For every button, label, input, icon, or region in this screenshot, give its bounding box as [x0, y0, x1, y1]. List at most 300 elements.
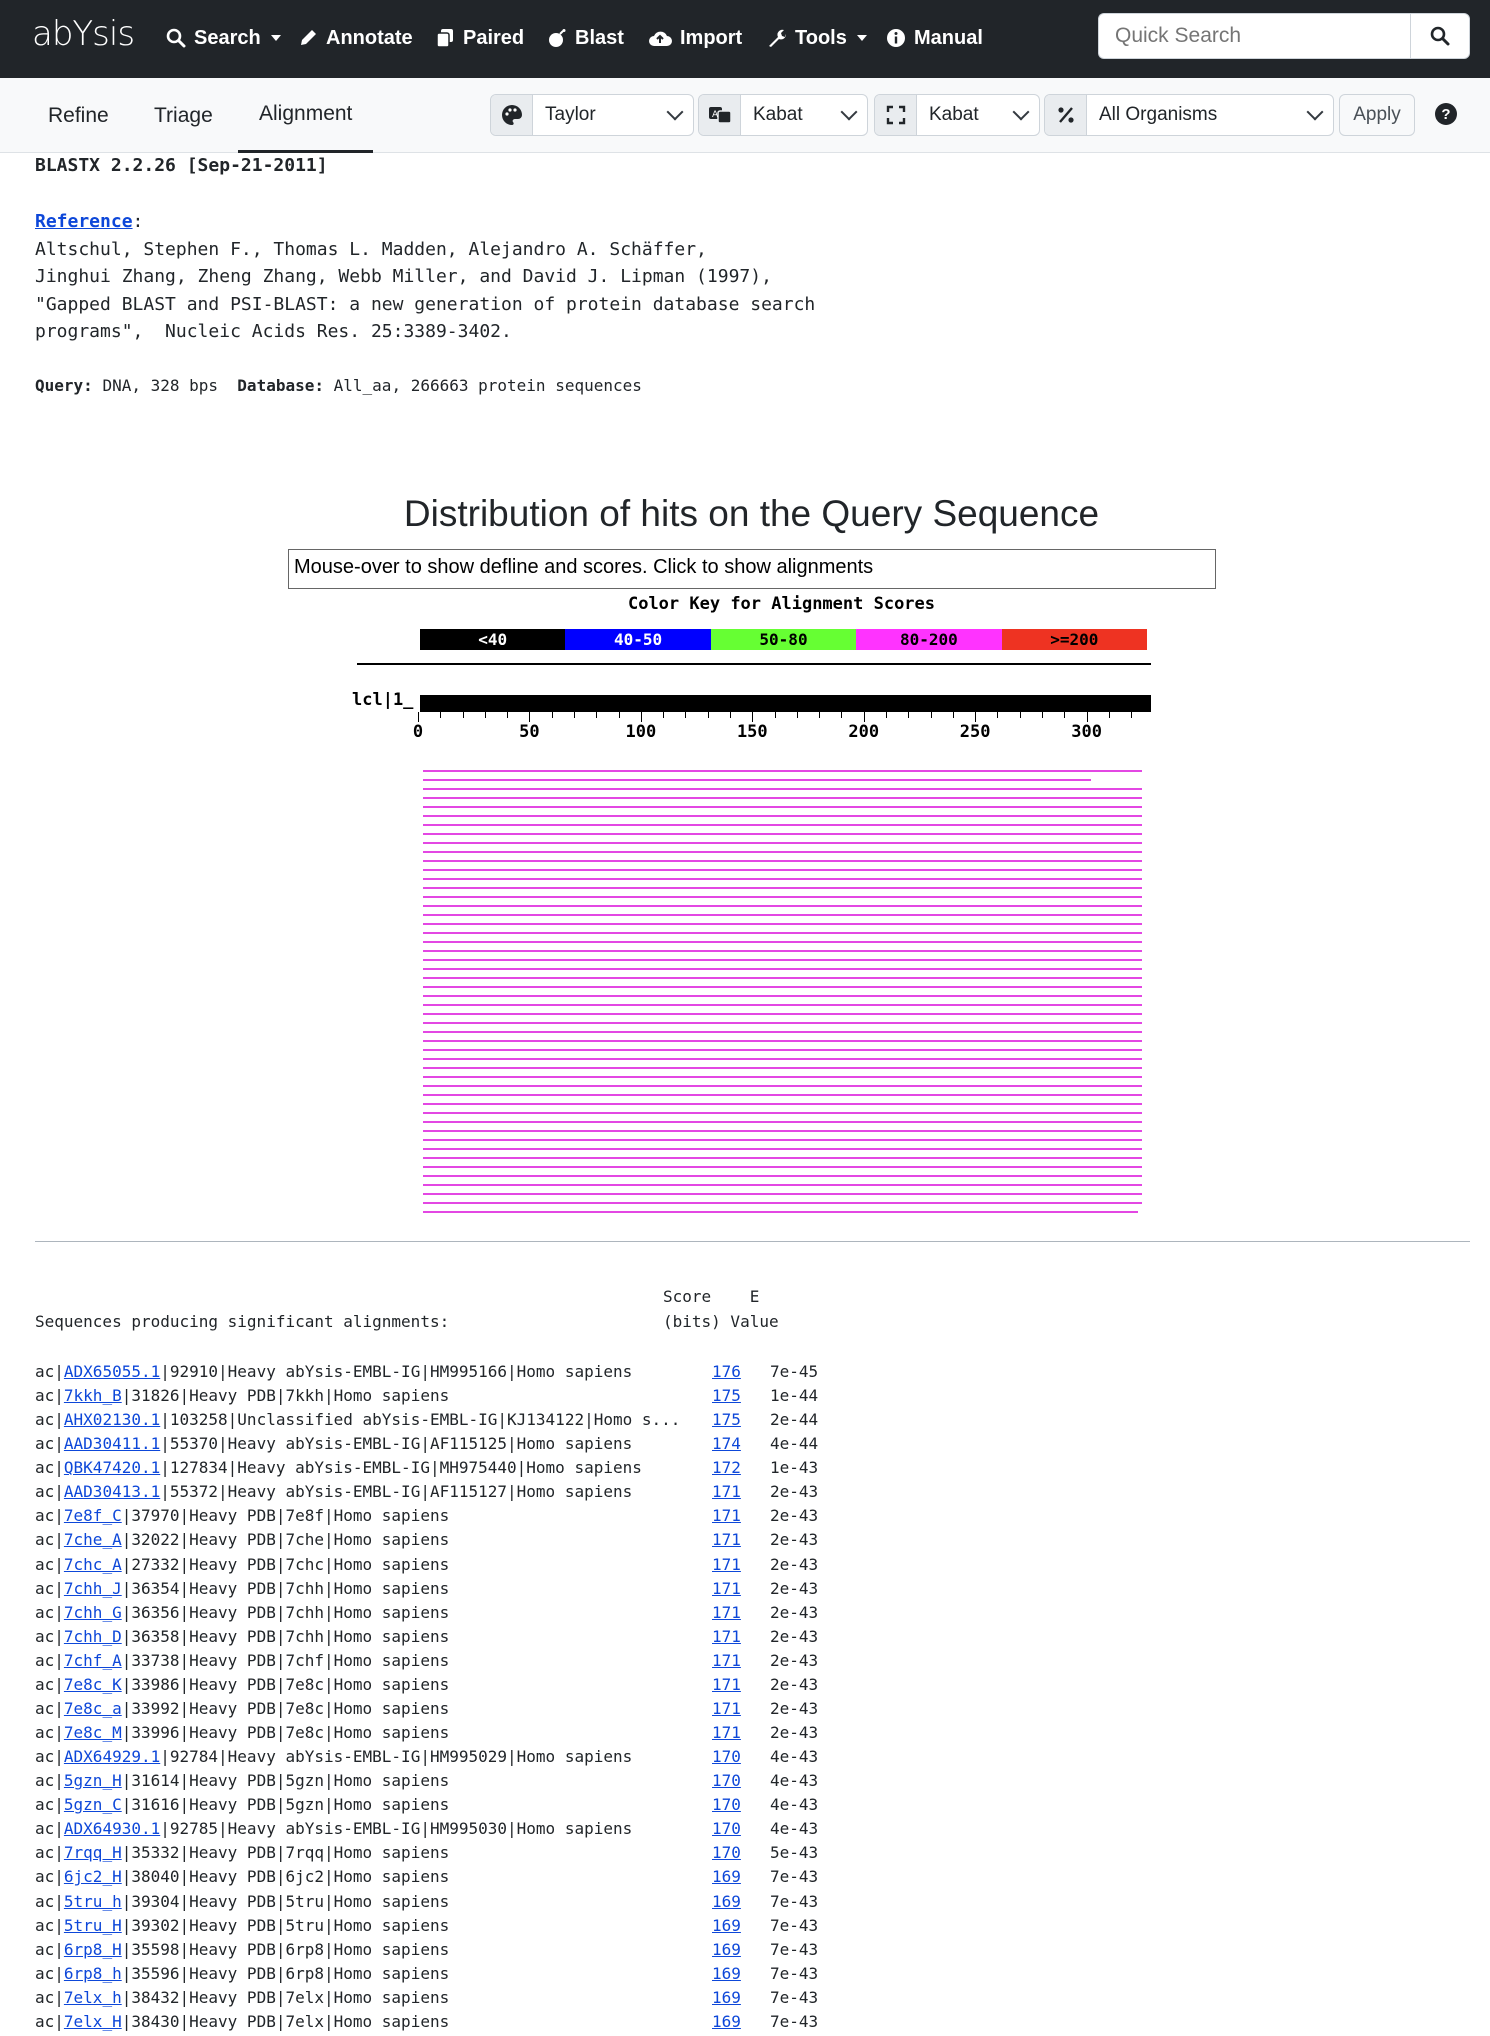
quick-search-group — [1098, 13, 1470, 59]
score-link[interactable]: 171 — [712, 1723, 741, 1743]
evalue: 2e-43 — [770, 1506, 819, 1526]
bomb-icon — [547, 28, 567, 48]
accession-link[interactable]: 7e8f_C — [63, 1506, 122, 1526]
evalue: 2e-43 — [770, 1626, 819, 1646]
hit-line[interactable] — [423, 887, 1142, 889]
svg-text:A: A — [711, 110, 718, 120]
ruler-tick — [1087, 712, 1088, 722]
accession-link[interactable]: 7rqq_H — [63, 1843, 122, 1863]
hit-line[interactable] — [423, 995, 1142, 997]
divider — [35, 1241, 1470, 1242]
accession-link[interactable]: 7che_A — [63, 1530, 122, 1550]
database-value: All_aa, 266663 protein sequences — [333, 376, 642, 395]
ruler-tick-label: 50 — [519, 722, 540, 742]
nav-paired[interactable] — [435, 22, 524, 54]
ruler-tick — [953, 712, 954, 718]
hit-description: |37970|Heavy PDB|7e8f|Homo sapiens — [121, 1506, 450, 1526]
color-key-cell: 80-200 — [856, 629, 1001, 650]
ruler-tick — [485, 712, 486, 718]
hit-line[interactable] — [423, 1040, 1142, 1042]
accession-link[interactable]: ADX65055.1 — [63, 1362, 161, 1381]
score-link[interactable]: 169 — [712, 1915, 741, 1935]
color-scheme-select[interactable] — [490, 94, 694, 136]
wrench-icon — [767, 28, 787, 48]
hit-line[interactable] — [423, 977, 1142, 979]
row-prefix: ac| — [35, 1674, 64, 1694]
accession-link[interactable]: 7chh_D — [63, 1626, 122, 1646]
chevron-down-icon — [841, 104, 858, 121]
ruler-tick — [730, 712, 731, 718]
search-icon — [1430, 26, 1450, 46]
alignment-toolbar — [0, 78, 1490, 153]
hit-description: |103258|Unclassified abYsis-EMBL-IG|KJ134122|Homo s... — [160, 1410, 681, 1430]
hit-line[interactable] — [423, 1166, 1142, 1168]
score-link[interactable]: 171 — [712, 1578, 741, 1598]
alignment-row — [35, 1793, 819, 1817]
hit-description: |31614|Heavy PDB|5gzn|Homo sapiens — [121, 1771, 450, 1791]
cloud-upload-icon — [648, 28, 672, 48]
row-prefix: ac| — [35, 1939, 64, 1959]
hit-line[interactable] — [423, 824, 1142, 826]
ruler-tick-label: 250 — [959, 722, 991, 742]
hit-line[interactable] — [423, 869, 1142, 871]
score-link[interactable]: 171 — [712, 1530, 741, 1550]
hit-line[interactable] — [423, 923, 1142, 925]
score-link[interactable]: 170 — [712, 1771, 741, 1791]
row-prefix: ac| — [35, 1819, 64, 1839]
evalue: 2e-43 — [770, 1723, 819, 1743]
hit-line[interactable] — [423, 1085, 1142, 1087]
row-prefix: ac| — [35, 1410, 64, 1430]
ruler-tick — [1020, 712, 1021, 718]
alignment-row — [35, 1649, 819, 1673]
alignment-row — [35, 1769, 819, 1793]
ruler-tick — [775, 712, 776, 718]
evalue: 7e-43 — [770, 1891, 819, 1911]
score-header: Score E — [663, 1287, 760, 1306]
hit-description: |33996|Heavy PDB|7e8c|Homo sapiens — [121, 1723, 450, 1743]
score-link[interactable]: 172 — [712, 1458, 741, 1478]
score-link[interactable]: 171 — [712, 1554, 741, 1574]
evalue: 4e-43 — [770, 1747, 819, 1767]
accession-link[interactable]: AHX02130.1 — [63, 1410, 161, 1430]
accession-link[interactable]: 7e8c_K — [63, 1674, 122, 1694]
evalue: 2e-43 — [770, 1674, 819, 1694]
color-key-cell: 50-80 — [711, 629, 856, 650]
hit-description: |32022|Heavy PDB|7che|Homo sapiens — [121, 1530, 450, 1550]
hit-line[interactable] — [423, 1058, 1142, 1060]
percent-icon — [1045, 95, 1087, 135]
ruler-tick-label: 200 — [848, 722, 880, 742]
hit-description: |92785|Heavy abYsis-EMBL-IG|HM995030|Homo sapiens — [160, 1819, 633, 1839]
score-link[interactable]: 170 — [712, 1843, 741, 1863]
ruler-tick — [1042, 712, 1043, 718]
hit-line[interactable] — [423, 1148, 1142, 1150]
separator-line — [357, 663, 1151, 665]
hit-description: |33986|Heavy PDB|7e8c|Homo sapiens — [121, 1674, 450, 1694]
alignment-row — [35, 1962, 819, 1986]
score-link[interactable]: 170 — [712, 1819, 741, 1839]
ruler-tick — [931, 712, 932, 718]
ruler-tick — [1109, 712, 1110, 718]
accession-link[interactable]: ADX64930.1 — [63, 1819, 161, 1839]
accession-link[interactable]: 5gzn_C — [63, 1795, 122, 1815]
alignment-row — [35, 1890, 819, 1914]
hit-line[interactable] — [423, 788, 1142, 790]
accession-link[interactable]: 5tru_h — [63, 1891, 122, 1911]
hit-description: |55370|Heavy abYsis-EMBL-IG|AF115125|Homo sapiens — [160, 1434, 633, 1454]
organism-value: All Organisms — [1099, 104, 1218, 125]
defline-display: Mouse-over to show defline and scores. Click to show alignments — [288, 549, 1216, 589]
accession-link[interactable]: 6rp8_h — [63, 1963, 122, 1983]
evalue: 7e-43 — [770, 2011, 819, 2031]
hit-line[interactable] — [423, 1103, 1142, 1105]
hit-line[interactable] — [423, 1031, 1142, 1033]
reference-heading: Reference: — [35, 211, 144, 232]
row-prefix: ac| — [35, 1626, 64, 1646]
ruler-tick — [574, 712, 575, 718]
chevron-down-icon — [667, 104, 684, 121]
language-icon — [699, 95, 741, 135]
alignment-row — [35, 1504, 819, 1528]
hit-line[interactable] — [423, 1157, 1142, 1159]
info-circle-icon — [886, 28, 906, 48]
hit-description: |27332|Heavy PDB|7chc|Homo sapiens — [121, 1554, 450, 1574]
evalue: 4e-44 — [770, 1434, 819, 1454]
hit-line[interactable] — [423, 1004, 1142, 1006]
score-link[interactable]: 171 — [712, 1674, 741, 1694]
evalue: 2e-43 — [770, 1602, 819, 1622]
nav-tools[interactable] — [767, 22, 867, 54]
hit-line[interactable] — [423, 986, 1142, 988]
ruler-tick — [908, 712, 909, 718]
alignment-row — [35, 1986, 819, 2010]
nav-import[interactable] — [648, 22, 742, 54]
search-icon — [166, 28, 186, 48]
score-link[interactable]: 171 — [712, 1482, 741, 1502]
row-prefix: ac| — [35, 1506, 64, 1526]
cdr-definition-value: Kabat — [929, 104, 979, 125]
hit-description: |38432|Heavy PDB|7elx|Homo sapiens — [121, 1987, 450, 2007]
score-link[interactable]: 175 — [712, 1410, 741, 1430]
organism-select[interactable] — [1044, 94, 1334, 136]
hit-line[interactable] — [423, 1184, 1142, 1186]
alignment-row — [35, 1817, 819, 1841]
quick-search-button[interactable] — [1410, 13, 1470, 59]
quick-search-input[interactable] — [1098, 13, 1410, 59]
evalue: 7e-43 — [770, 1939, 819, 1959]
accession-link[interactable]: 5tru_H — [63, 1915, 122, 1935]
ruler-tick — [440, 712, 441, 718]
score-link[interactable]: 169 — [712, 1939, 741, 1959]
accession-link[interactable]: 6rp8_H — [63, 1939, 122, 1959]
hit-line[interactable] — [423, 860, 1142, 862]
hit-line[interactable] — [423, 779, 1091, 781]
nav-search-label: Search — [194, 26, 261, 49]
row-prefix: ac| — [35, 1650, 64, 1670]
alignment-row — [35, 1577, 819, 1601]
hits-map[interactable] — [420, 770, 1151, 1220]
hit-line[interactable] — [423, 1076, 1142, 1078]
row-prefix: ac| — [35, 1795, 64, 1815]
ruler-tick-label: 100 — [625, 722, 657, 742]
score-link[interactable]: 169 — [712, 1891, 741, 1911]
accession-link[interactable]: ADX64929.1 — [63, 1747, 161, 1767]
ruler-tick — [552, 712, 553, 718]
hit-description: |39304|Heavy PDB|5tru|Homo sapiens — [121, 1891, 450, 1911]
pencil-icon — [298, 28, 318, 48]
row-prefix: ac| — [35, 1771, 64, 1791]
hit-description: |92910|Heavy abYsis-EMBL-IG|HM995166|Homo sapiens — [160, 1362, 633, 1381]
evalue: 4e-43 — [770, 1771, 819, 1791]
row-prefix: ac| — [35, 1747, 64, 1767]
accession-link[interactable]: 5gzn_H — [63, 1771, 122, 1791]
query-ruler-bar — [420, 695, 1151, 712]
hit-description: |35332|Heavy PDB|7rqq|Homo sapiens — [121, 1843, 450, 1863]
color-key-cell: >=200 — [1002, 629, 1147, 650]
alignment-row — [35, 1553, 819, 1577]
hit-line[interactable] — [423, 833, 1142, 835]
nav-manual-label: Manual — [914, 26, 983, 49]
ruler-tick — [752, 712, 753, 722]
alignment-row — [35, 1384, 819, 1408]
accession-link[interactable]: 7chc_A — [63, 1554, 122, 1574]
ruler-tick — [529, 712, 530, 722]
alignment-row — [35, 1625, 819, 1649]
hit-line[interactable] — [423, 950, 1142, 952]
query-label: Query: — [35, 376, 93, 395]
units-header: (bits) Value — [663, 1312, 779, 1331]
accession-link[interactable]: AAD30413.1 — [63, 1482, 161, 1502]
tab-triage[interactable]: Triage — [154, 103, 213, 127]
alignment-row — [35, 1914, 819, 1938]
hit-line[interactable] — [423, 968, 1142, 970]
row-prefix: ac| — [35, 1891, 64, 1911]
evalue: 2e-44 — [770, 1410, 819, 1430]
score-link[interactable]: 169 — [712, 1963, 741, 1983]
hit-line[interactable] — [423, 842, 1142, 844]
apply-button[interactable]: Apply — [1339, 94, 1415, 136]
alignment-row — [35, 1938, 819, 1962]
hit-line[interactable] — [423, 815, 1142, 817]
evalue: 1e-44 — [770, 1386, 819, 1406]
hit-description: |39302|Heavy PDB|5tru|Homo sapiens — [121, 1915, 450, 1935]
score-link[interactable]: 169 — [712, 1987, 741, 2007]
score-link[interactable]: 174 — [712, 1434, 741, 1454]
hit-line[interactable] — [423, 896, 1142, 898]
hit-line[interactable] — [423, 1193, 1142, 1195]
hit-description: |36356|Heavy PDB|7chh|Homo sapiens — [121, 1602, 450, 1622]
hit-line[interactable] — [423, 941, 1142, 943]
score-link[interactable]: 170 — [712, 1795, 741, 1815]
accession-link[interactable]: 7e8c_a — [63, 1698, 122, 1718]
hit-line[interactable] — [423, 770, 1142, 772]
nav-annotate-label: Annotate — [326, 26, 413, 49]
tab-refine[interactable]: Refine — [48, 103, 109, 127]
alignment-row — [35, 1721, 819, 1745]
brand-logo[interactable]: abYsis — [32, 14, 135, 54]
ruler-tick — [997, 712, 998, 718]
color-key-cell: <40 — [420, 629, 565, 650]
ruler-tick — [463, 712, 464, 718]
score-link[interactable]: 171 — [712, 1602, 741, 1622]
expand-icon — [875, 95, 917, 135]
blast-version: BLASTX 2.2.26 [Sep-21-2011] — [35, 155, 328, 176]
score-link[interactable]: 170 — [712, 1747, 741, 1767]
hit-description: |38040|Heavy PDB|6jc2|Homo sapiens — [121, 1867, 450, 1887]
accession-link[interactable]: 7elx_H — [63, 2011, 122, 2031]
alignment-row — [35, 1360, 819, 1384]
evalue: 1e-43 — [770, 1458, 819, 1478]
copy-icon — [435, 28, 455, 48]
color-scheme-value: Taylor — [545, 104, 596, 125]
evalue: 7e-43 — [770, 1963, 819, 1983]
row-prefix: ac| — [35, 1578, 64, 1598]
accession-link[interactable]: QBK47420.1 — [63, 1458, 161, 1478]
accession-link[interactable]: 7elx_h — [63, 1987, 122, 2007]
query-value: DNA, 328 bps — [102, 376, 219, 395]
hit-line[interactable] — [423, 1049, 1142, 1051]
hit-description: |55372|Heavy abYsis-EMBL-IG|AF115127|Homo sapiens — [160, 1482, 633, 1502]
nav-search[interactable] — [166, 22, 281, 54]
hit-line[interactable] — [423, 851, 1142, 853]
nav-import-label: Import — [680, 26, 743, 49]
score-link[interactable]: 171 — [712, 1698, 741, 1718]
row-prefix: ac| — [35, 1602, 64, 1622]
alignment-row — [35, 1456, 819, 1480]
evalue: 4e-43 — [770, 1819, 819, 1839]
hit-description: |127834|Heavy abYsis-EMBL-IG|MH975440|Homo sapiens — [160, 1458, 642, 1478]
tab-alignment[interactable]: Alignment — [238, 78, 373, 153]
accession-link[interactable]: 7kkh_B — [63, 1386, 122, 1406]
ruler-tick — [619, 712, 620, 718]
hit-line[interactable] — [423, 1211, 1138, 1213]
row-prefix: ac| — [35, 1362, 64, 1381]
nav-annotate[interactable] — [298, 22, 413, 54]
ruler-tick — [864, 712, 865, 722]
accession-link[interactable]: AAD30411.1 — [63, 1434, 161, 1454]
alignment-row — [35, 1865, 819, 1889]
alignment-row — [35, 1432, 819, 1456]
evalue: 7e-45 — [770, 1362, 819, 1381]
ruler-tick-label: 150 — [736, 722, 768, 742]
nav-blast[interactable] — [547, 22, 624, 54]
hit-description: |92784|Heavy abYsis-EMBL-IG|HM995029|Homo sapiens — [160, 1747, 633, 1767]
ruler-tick-label: 300 — [1071, 722, 1102, 742]
hit-line[interactable] — [423, 1094, 1142, 1096]
alignment-row — [35, 1745, 819, 1769]
hit-line[interactable] — [423, 1013, 1142, 1015]
top-navbar — [0, 0, 1490, 78]
hit-line[interactable] — [423, 806, 1142, 808]
ruler-tick — [975, 712, 976, 722]
accession-link[interactable]: 7e8c_M — [63, 1723, 122, 1743]
hit-description: |31826|Heavy PDB|7kkh|Homo sapiens — [121, 1386, 450, 1406]
query-label: lcl|1_ — [352, 690, 414, 710]
row-prefix: ac| — [35, 1530, 64, 1550]
chevron-down-icon — [1013, 104, 1030, 121]
evalue: 7e-43 — [770, 1867, 819, 1887]
accession-link[interactable]: 7chh_G — [63, 1602, 122, 1622]
hit-line[interactable] — [423, 932, 1142, 934]
ruler-tick — [886, 712, 887, 718]
reference-link[interactable]: Reference — [35, 211, 133, 232]
ruler-tick — [685, 712, 686, 718]
accession-link[interactable]: 7chh_J — [63, 1578, 122, 1598]
score-link[interactable]: 176 — [712, 1362, 741, 1381]
row-prefix: ac| — [35, 1482, 64, 1502]
alignment-row — [35, 1601, 819, 1625]
score-link[interactable]: 169 — [712, 1867, 741, 1887]
reference-line: Altschul, Stephen F., Thomas L. Madden, Alejandro A. Schäffer, — [35, 239, 707, 260]
score-link[interactable]: 169 — [712, 2011, 741, 2031]
chevron-down-icon — [1307, 104, 1324, 121]
ruler-tick — [1131, 712, 1132, 718]
hit-description: |36354|Heavy PDB|7chh|Homo sapiens — [121, 1578, 450, 1598]
row-prefix: ac| — [35, 1915, 64, 1935]
nav-manual[interactable] — [886, 22, 983, 54]
score-link[interactable]: 171 — [712, 1626, 741, 1646]
help-icon[interactable]: ? — [1435, 103, 1457, 125]
hit-line[interactable] — [423, 1175, 1142, 1177]
evalue: 2e-43 — [770, 1698, 819, 1718]
hit-line[interactable] — [423, 905, 1142, 907]
row-prefix: ac| — [35, 1554, 64, 1574]
accession-link[interactable]: 6jc2_H — [63, 1867, 122, 1887]
hit-line[interactable] — [423, 1202, 1142, 1204]
accession-link[interactable]: 7chf_A — [63, 1650, 122, 1670]
evalue: 5e-43 — [770, 1843, 819, 1863]
hit-line[interactable] — [423, 1112, 1142, 1114]
hit-line[interactable] — [423, 1130, 1142, 1132]
score-link[interactable]: 175 — [712, 1386, 741, 1406]
hit-line[interactable] — [423, 878, 1142, 880]
row-prefix: ac| — [35, 1987, 64, 2007]
nav-blast-label: Blast — [575, 26, 624, 49]
ruler-tick — [819, 712, 820, 718]
hit-line[interactable] — [423, 1067, 1142, 1069]
ruler-tick — [1064, 712, 1065, 718]
hit-line[interactable] — [423, 1139, 1142, 1141]
row-prefix: ac| — [35, 1458, 64, 1478]
cdr-definition-select[interactable] — [874, 94, 1040, 136]
row-prefix: ac| — [35, 1698, 64, 1718]
hit-line[interactable] — [423, 1022, 1142, 1024]
ruler-tick — [708, 712, 709, 718]
distribution-title: Distribution of hits on the Query Sequence — [403, 493, 1100, 534]
evalue: 2e-43 — [770, 1650, 819, 1670]
numbering-select[interactable] — [698, 94, 868, 136]
ruler-tick — [507, 712, 508, 718]
hit-line[interactable] — [423, 959, 1142, 961]
hit-line[interactable] — [423, 914, 1142, 916]
evalue: 2e-43 — [770, 1578, 819, 1598]
row-prefix: ac| — [35, 1386, 64, 1406]
score-link[interactable]: 171 — [712, 1506, 741, 1526]
ruler-tick — [641, 712, 642, 722]
chevron-down-icon — [271, 35, 281, 41]
score-link[interactable]: 171 — [712, 1650, 741, 1670]
hit-description: |36358|Heavy PDB|7chh|Homo sapiens — [121, 1626, 450, 1646]
hit-line[interactable] — [423, 797, 1142, 799]
row-prefix: ac| — [35, 1867, 64, 1887]
reference-line: Jinghui Zhang, Zheng Zhang, Webb Miller, and David J. Lipman (1997), — [35, 266, 772, 287]
row-prefix: ac| — [35, 1843, 64, 1863]
alignment-row — [35, 1697, 819, 1721]
evalue: 4e-43 — [770, 1795, 819, 1815]
color-key-cell: 40-50 — [565, 629, 710, 650]
hit-line[interactable] — [423, 1121, 1142, 1123]
